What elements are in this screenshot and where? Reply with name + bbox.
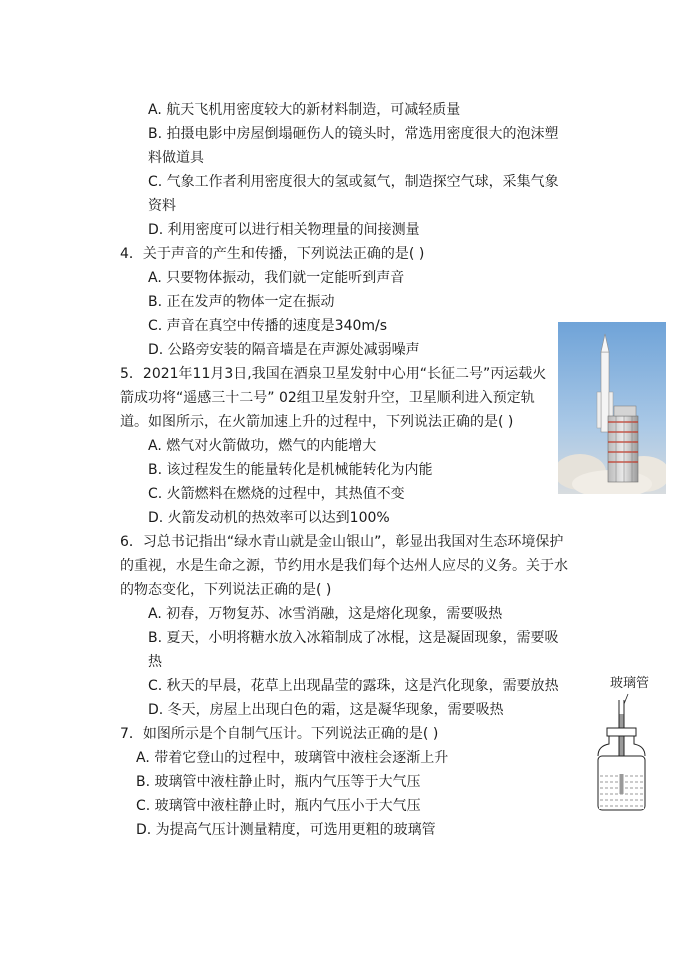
q5-stem-line1: 5．2021年11月3日,我国在酒泉卫星发射中心用“长征二号”丙运载火 — [120, 366, 547, 382]
q3-option-a: A. 航天飞机用密度较大的新材料制造，可减轻质量 — [148, 102, 461, 118]
q7-stem: 7．如图所示是个自制气压计。下列说法正确的是( ) — [120, 726, 439, 742]
q6-stem-line3: 的物态变化，下列说法正确的是( ) — [120, 582, 332, 598]
tube-label: 玻璃管 — [610, 676, 650, 691]
q6-stem-line2: 的重视，水是生命之源，节约用水是我们每个达州人应尽的义务。关于水 — [120, 558, 568, 574]
q6-option-d: D. 冬天，房屋上出现白色的霜，这是凝华现象，需要吸热 — [148, 702, 504, 718]
q3-option-c-line1: C. 气象工作者利用密度很大的氢或氦气，制造探空气球，采集气象 — [148, 174, 559, 190]
q5-stem-line2: 箭成功将“遥感三十二号” 02组卫星发射升空，卫星顺利进入预定轨 — [120, 390, 535, 406]
q4-stem: 4．关于声音的产生和传播，下列说法正确的是( ) — [120, 246, 425, 262]
q3-option-c-line2: 资料 — [148, 198, 176, 214]
q3-option-b-line2: 料做道具 — [148, 150, 204, 166]
q4-option-c: C. 声音在真空中传播的速度是340m/s — [148, 318, 388, 334]
q7-option-b: B. 玻璃管中液柱静止时，瓶内气压等于大气压 — [136, 774, 421, 790]
q4-option-d: D. 公路旁安装的隔音墙是在声源处减弱噪声 — [148, 342, 420, 358]
q6-option-c: C. 秋天的早晨，花草上出现晶莹的露珠，这是汽化现象，需要放热 — [148, 678, 559, 694]
q7-option-c: C. 玻璃管中液柱静止时，瓶内气压小于大气压 — [136, 798, 421, 814]
q7-option-d: D. 为提高气压计测量精度，可选用更粗的玻璃管 — [136, 822, 436, 838]
barometer-illustration — [590, 690, 670, 815]
q6-option-b-line1: B. 夏天，小明将糖水放入冰箱制成了冰棍，这是凝固现象，需要吸 — [148, 630, 559, 646]
q5-option-a: A. 燃气对火箭做功，燃气的内能增大 — [148, 438, 377, 454]
q5-option-b: B. 该过程发生的能量转化是机械能转化为内能 — [148, 462, 433, 478]
q6-option-a: A. 初春，万物复苏、冰雪消融，这是熔化现象，需要吸热 — [148, 606, 503, 622]
q4-option-b: B. 正在发声的物体一定在振动 — [148, 294, 335, 310]
barometer-diagram — [590, 690, 670, 815]
q6-stem-line1: 6．习总书记指出“绿水青山就是金山银山”，彰显出我国对生态环境保护 — [120, 534, 564, 550]
q5-option-c: C. 火箭燃料在燃烧的过程中，其热值不变 — [148, 486, 405, 502]
q7-option-a: A. 带着它登山的过程中，玻璃管中液柱会逐渐上升 — [136, 750, 449, 766]
q3-option-b-line1: B. 拍摄电影中房屋倒塌砸伤人的镜头时，常选用密度很大的泡沫塑 — [148, 126, 559, 142]
rocket-launch-photo — [558, 322, 666, 494]
rocket-launch-illustration — [558, 322, 666, 494]
q5-stem-line3: 道。如图所示，在火箭加速上升的过程中，下列说法正确的是( ) — [120, 414, 514, 430]
q4-option-a: A. 只要物体振动，我们就一定能听到声音 — [148, 270, 405, 286]
q5-option-d: D. 火箭发动机的热效率可以达到100% — [148, 510, 390, 526]
q6-option-b-line2: 热 — [148, 654, 162, 670]
q3-option-d: D. 利用密度可以进行相关物理量的间接测量 — [148, 222, 420, 238]
